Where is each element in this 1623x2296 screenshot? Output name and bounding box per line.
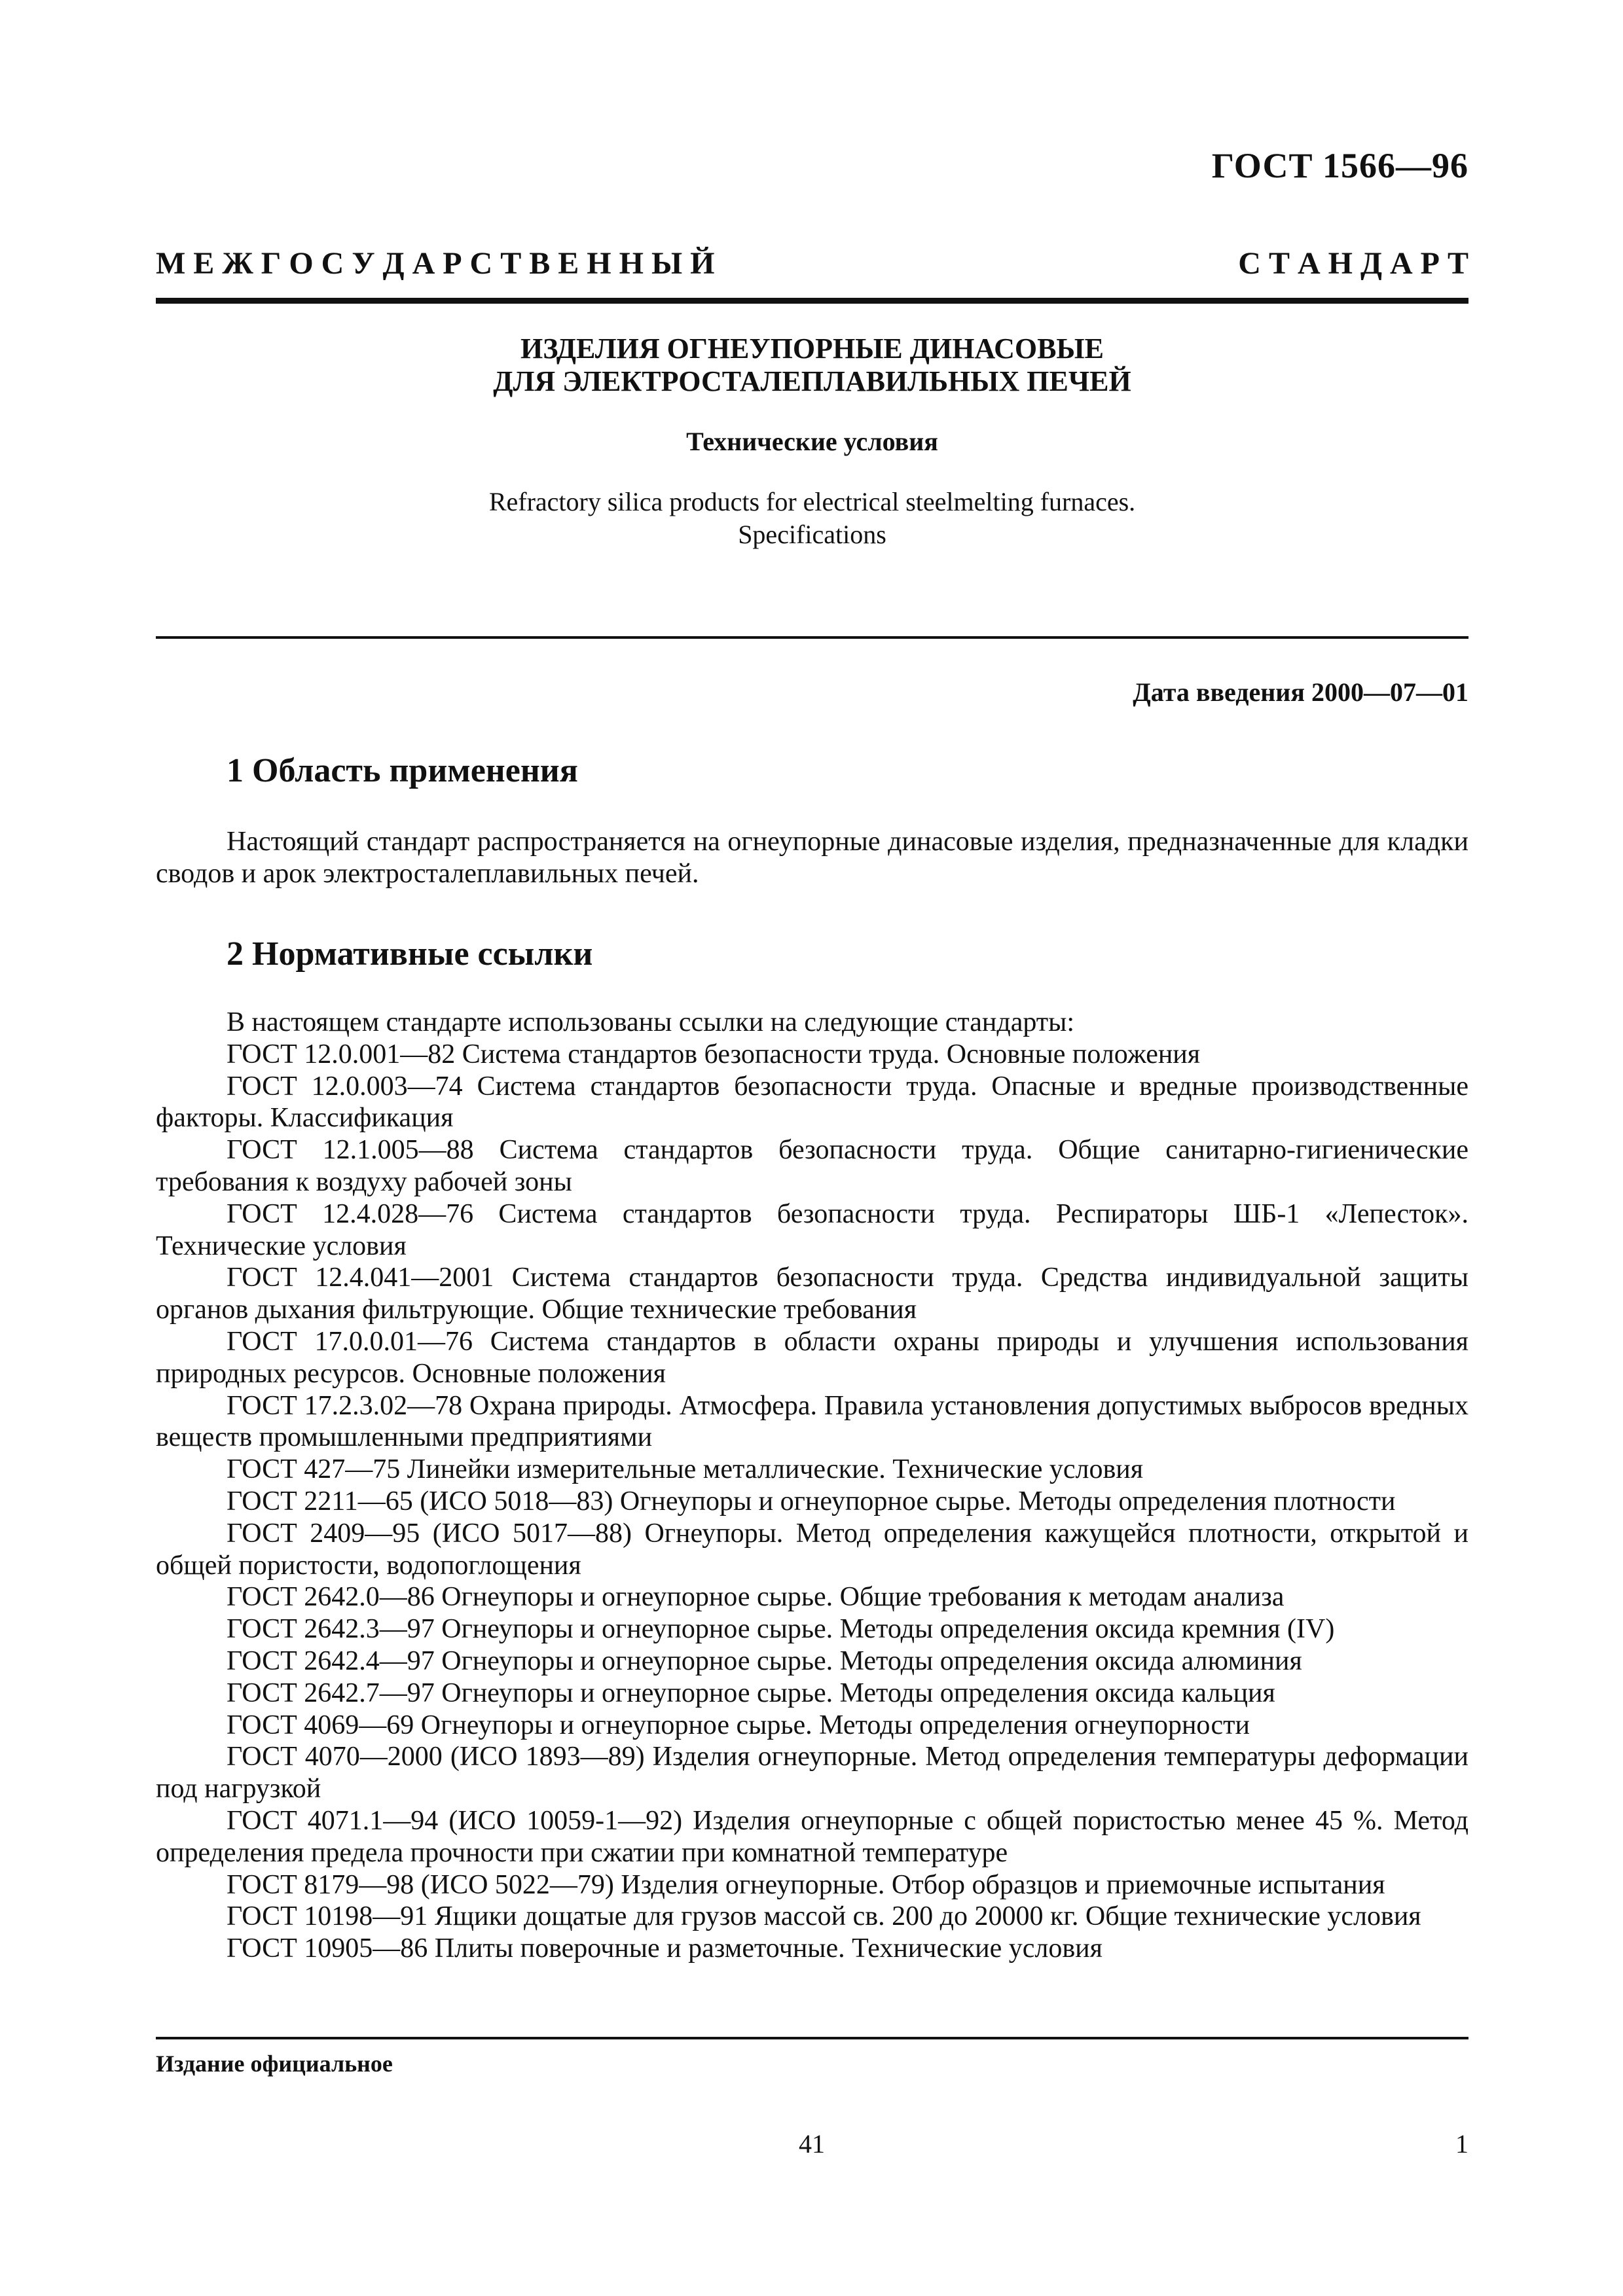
section-1-text: Настоящий стандарт распространяется на огнеупорные динасовые изделия, предназначенные для кладки сводов и арок электросталеплавильных печей. xyxy=(156,827,1468,889)
reference-item: ГОСТ 2642.3—97 Огнеупоры и огнеупорное сырье. Методы определения оксида кремния (IV) xyxy=(227,1614,1335,1645)
reference-item: ГОСТ 10198—91 Ящики дощатые для грузов массой св. 200 до 20000 кг. Общие технические условия xyxy=(227,1901,1421,1932)
reference-item: ГОСТ 12.0.003—74 Система стандартов безопасности труда. Опасные и вредные производственные факторы. Классификация xyxy=(156,1071,1468,1134)
footer-divider xyxy=(156,2037,1468,2039)
normative-references xyxy=(156,1007,1468,1965)
references-intro: В настоящем стандарте использованы ссылки на следующие стандарты: xyxy=(227,1007,1075,1037)
reference-item: ГОСТ 12.4.028—76 Система стандартов безопасности труда. Респираторы ШБ-1 «Лепесток». Технические условия xyxy=(156,1198,1468,1261)
title-english-line-2: Specifications xyxy=(738,520,886,549)
reference-item: ГОСТ 10905—86 Плиты поверочные и разметочные. Технические условия xyxy=(227,1933,1103,1964)
standard-banner xyxy=(156,245,1468,281)
reference-item: ГОСТ 427—75 Линейки измерительные металлические. Технические условия xyxy=(227,1454,1144,1485)
reference-item: ГОСТ 8179—98 (ИСО 5022—79) Изделия огнеупорные. Отбор образцов и приемочные испытания xyxy=(227,1869,1385,1900)
reference-item: ГОСТ 2211—65 (ИСО 5018—83) Огнеупоры и огнеупорное сырье. Методы определения плотности xyxy=(227,1486,1396,1516)
reference-item: ГОСТ 12.4.041—2001 Система стандартов безопасности труда. Средства индивидуальной защиты органов дыхания фильтрующие. Общие технические требования xyxy=(156,1263,1468,1325)
reference-item: ГОСТ 4069—69 Огнеупоры и огнеупорное сырье. Методы определения огнеупорности xyxy=(227,1710,1250,1740)
reference-item: ГОСТ 4071.1—94 (ИСО 10059-1—92) Изделия огнеупорные с общей пористостью менее 45 %. Метод определения предела прочности при сжатии при комнатной температуре xyxy=(156,1805,1468,1868)
title-english xyxy=(156,486,1468,551)
page-number-right: 1 xyxy=(1455,2129,1468,2159)
title-english-line-1: Refractory silica products for electrical steelmelting furnaces. xyxy=(488,487,1136,516)
section-2-heading: 2 Нормативные ссылки xyxy=(227,935,593,973)
document-code: ГОСТ 1566—96 xyxy=(1211,146,1468,185)
title-block xyxy=(156,332,1468,551)
title-subtitle: Технические условия xyxy=(686,427,938,456)
header-divider xyxy=(156,298,1468,304)
introduction-date: Дата введения 2000—07—01 xyxy=(1133,677,1468,707)
title-divider xyxy=(156,636,1468,639)
official-edition-label: Издание официальное xyxy=(156,2051,393,2077)
reference-item: ГОСТ 2642.4—97 Огнеупоры и огнеупорное сырье. Методы определения оксида алюминия xyxy=(227,1645,1302,1676)
reference-item: ГОСТ 2642.7—97 Огнеупоры и огнеупорное сырье. Методы определения оксида кальция xyxy=(227,1677,1275,1708)
reference-item: ГОСТ 12.1.005—88 Система стандартов безопасности труда. Общие санитарно-гигиенические требования к воздуху рабочей зоны xyxy=(156,1135,1468,1197)
title-line-2: ДЛЯ ЭЛЕКТРОСТАЛЕПЛАВИЛЬНЫХ ПЕЧЕЙ xyxy=(493,365,1131,397)
reference-item: ГОСТ 12.0.001—82 Система стандартов безопасности труда. Основные положения xyxy=(227,1039,1201,1069)
section-1-heading: 1 Область применения xyxy=(227,752,578,789)
reference-item: ГОСТ 17.0.0.01—76 Система стандартов в области охраны природы и улучшения использования природных ресурсов. Основные положения xyxy=(156,1326,1468,1389)
title-line-1: ИЗДЕЛИЯ ОГНЕУПОРНЫЕ ДИНАСОВЫЕ xyxy=(520,332,1104,365)
banner-interstate: М Е Ж Г О С У Д А Р С Т В Е Н Н Ы Й xyxy=(156,246,715,281)
reference-item: ГОСТ 4070—2000 (ИСО 1893—89) Изделия огнеупорные. Метод определения температуры деформации под нагрузкой xyxy=(156,1742,1468,1804)
reference-item: ГОСТ 17.2.3.02—78 Охрана природы. Атмосфера. Правила установления допустимых выбросов вредных веществ промышленными предприятиями xyxy=(156,1390,1468,1453)
reference-item: ГОСТ 2642.0—86 Огнеупоры и огнеупорное сырье. Общие требования к методам анализа xyxy=(227,1582,1285,1613)
page-number-center: 41 xyxy=(799,2129,825,2159)
banner-standard: С Т А Н Д А Р Т xyxy=(1238,246,1468,281)
reference-item: ГОСТ 2409—95 (ИСО 5017—88) Огнеупоры. Метод определения кажущейся плотности, открытой и общей пористости, водопоглощения xyxy=(156,1518,1468,1581)
